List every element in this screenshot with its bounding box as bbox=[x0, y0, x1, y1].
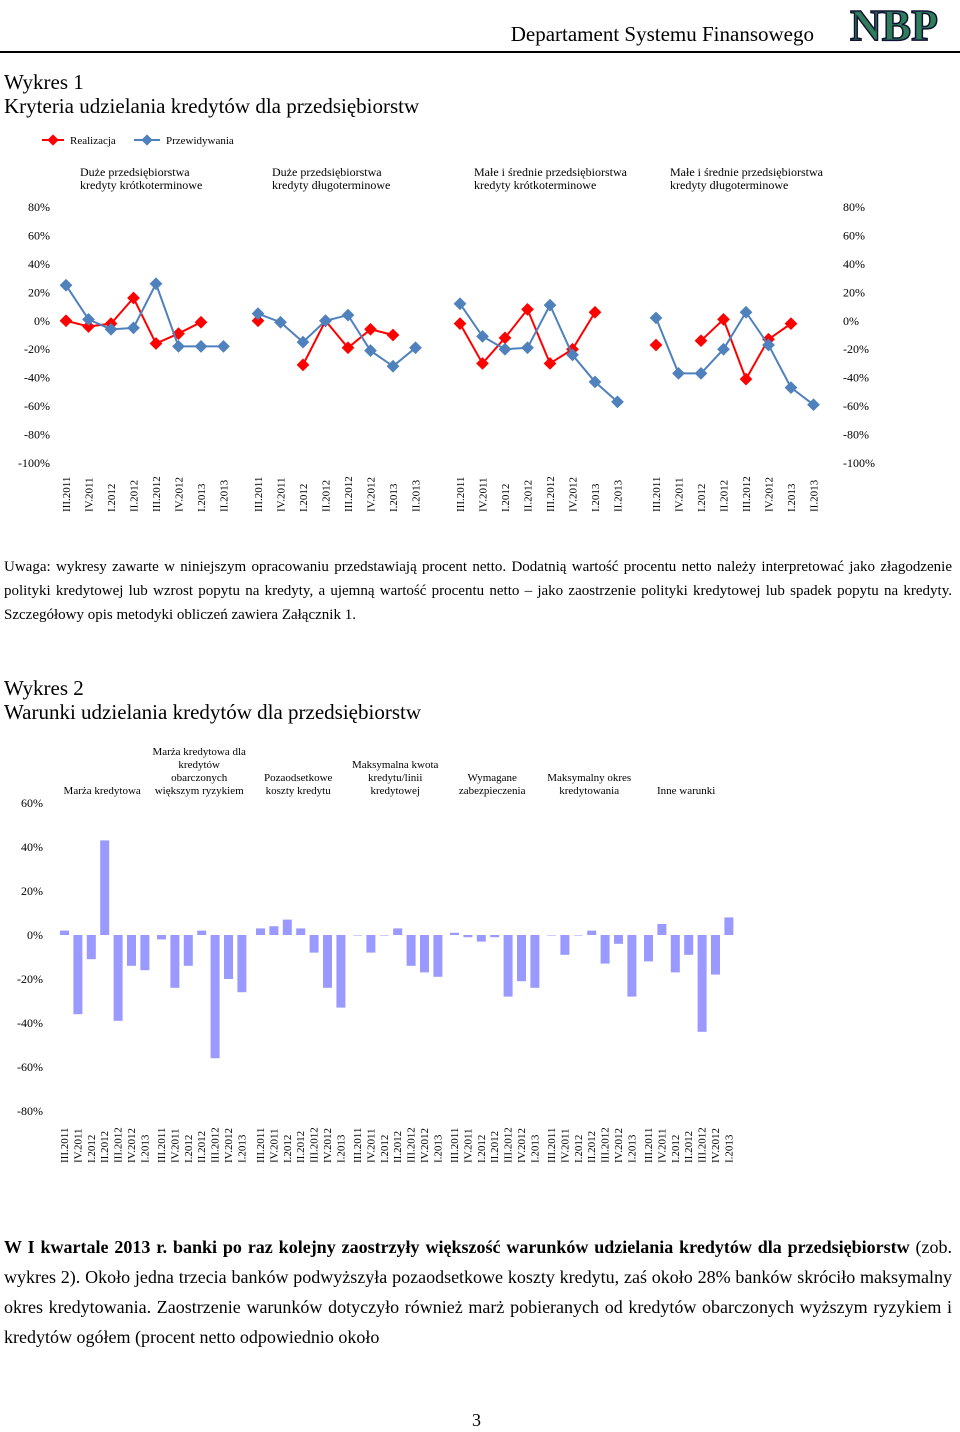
x-tick-label: III.2012 bbox=[209, 1127, 222, 1163]
point-przewidywania bbox=[672, 367, 685, 380]
y-tick-right: 80% bbox=[843, 200, 865, 214]
group-title: obarczonych bbox=[171, 772, 228, 784]
group-title: Wymagane bbox=[467, 772, 517, 784]
x-tick-label: I.2013 bbox=[590, 483, 602, 512]
bar bbox=[310, 935, 319, 953]
chart2-number: Wykres 2 bbox=[4, 676, 84, 700]
bar bbox=[477, 935, 486, 942]
panel-title: kredyty krótkoterminowe bbox=[474, 178, 597, 192]
legend-label-realizacja: Realizacja bbox=[70, 135, 116, 147]
x-tick-label: IV.2011 bbox=[275, 477, 288, 512]
bar bbox=[657, 924, 666, 935]
x-tick-label: IV.2011 bbox=[559, 1128, 572, 1163]
group-title: kredytu/linii bbox=[368, 772, 423, 784]
legend-marker-przewidywania bbox=[141, 134, 152, 145]
x-tick-label: II.2012 bbox=[295, 1130, 308, 1163]
chart2-group bbox=[546, 772, 638, 1163]
y-tick-right: -60% bbox=[843, 399, 869, 414]
bar bbox=[463, 935, 472, 937]
group-title: kredytów bbox=[178, 759, 220, 771]
point-przewidywania bbox=[499, 343, 512, 356]
bar bbox=[504, 935, 513, 997]
panel-title: kredyty krótkoterminowe bbox=[80, 178, 203, 192]
y-tick: -20% bbox=[17, 972, 43, 986]
y-tick-left: 0% bbox=[34, 313, 50, 328]
x-tick-label: III.2012 bbox=[405, 1127, 418, 1163]
x-tick-label: III.2012 bbox=[502, 1127, 515, 1163]
y-tick-right: -100% bbox=[843, 456, 875, 470]
x-tick-label: I.2013 bbox=[626, 1134, 639, 1163]
point-realizacja bbox=[150, 337, 163, 350]
x-tick-label: II.2012 bbox=[586, 1130, 599, 1163]
group-title: Inne warunki bbox=[657, 785, 716, 797]
x-tick-label: III.2012 bbox=[151, 476, 163, 512]
point-realizacja bbox=[740, 373, 753, 386]
x-tick-label: I.2013 bbox=[723, 1134, 736, 1163]
x-tick-label: I.2013 bbox=[196, 483, 208, 512]
y-tick: 0% bbox=[27, 928, 43, 942]
x-tick-label: II.2013 bbox=[808, 479, 821, 512]
x-tick-label: III.2011 bbox=[61, 476, 73, 512]
bar bbox=[671, 935, 680, 972]
y-tick-right: 0% bbox=[843, 313, 859, 328]
group-title: koszty kredytu bbox=[265, 785, 331, 797]
point-przewidywania bbox=[150, 277, 163, 290]
body-bold-lead: W I kwartale 2013 r. banki po raz kolejny zaostrzyły większość warunków udzielania kredytów dla przedsiębiorstw bbox=[4, 1237, 910, 1257]
chart1-panel bbox=[454, 165, 628, 512]
group-title: kredytowania bbox=[559, 785, 620, 797]
bar bbox=[627, 935, 636, 997]
bar bbox=[684, 935, 693, 955]
panel-title: Duże przedsiębiorstwa bbox=[80, 165, 190, 179]
point-realizacja bbox=[589, 306, 602, 319]
panel-title: Małe i średnie przedsiębiorstwa bbox=[670, 165, 823, 179]
x-tick-label: III.2012 bbox=[741, 476, 753, 512]
y-tick-right: -20% bbox=[843, 342, 869, 357]
x-tick-label: IV.2011 bbox=[673, 477, 686, 512]
bar bbox=[614, 935, 623, 944]
x-tick-label: I.2013 bbox=[236, 1134, 249, 1163]
x-tick-label: I.2012 bbox=[378, 1134, 391, 1163]
bar bbox=[323, 935, 332, 988]
chart2-group bbox=[352, 759, 444, 1163]
y-tick-right: 60% bbox=[843, 228, 865, 243]
group-title: Marża kredytowa dla bbox=[152, 746, 246, 758]
point-przewidywania bbox=[364, 344, 377, 357]
point-realizacja bbox=[785, 317, 798, 330]
x-tick-label: II.2012 bbox=[320, 479, 333, 512]
y-tick-left: -20% bbox=[24, 342, 50, 357]
bar bbox=[393, 928, 402, 935]
bar bbox=[100, 840, 109, 935]
panel-title: Małe i średnie przedsiębiorstwa bbox=[474, 165, 627, 179]
bar bbox=[420, 935, 429, 972]
x-tick-label: IV.2012 bbox=[173, 477, 186, 512]
bar bbox=[433, 935, 442, 977]
y-tick: 40% bbox=[21, 840, 43, 854]
x-tick-label: IV.2011 bbox=[656, 1128, 669, 1163]
x-tick-label: III.2012 bbox=[545, 476, 557, 512]
point-realizacja bbox=[195, 316, 208, 329]
body-rest: (zob. wykres 2). Około jedna trzecia banków podwyższyła pozaodsetkowe koszty kredytu, zaś około 28% banków skróciło maksymalny okres kredytowania. Zaostrzenie warunków dotyczyło również marż pobieranych od kredytów obarczonych wyższym ryzykiem i kredytów ogółem (procent netto odpowiednio około bbox=[4, 1237, 953, 1347]
x-tick-label: III.2011 bbox=[449, 1127, 461, 1163]
x-tick-label: IV.2011 bbox=[477, 477, 490, 512]
legend-marker-realizacja bbox=[47, 134, 58, 145]
x-tick-label: II.2012 bbox=[128, 479, 141, 512]
bar bbox=[644, 935, 653, 961]
y-tick-right: 20% bbox=[843, 285, 865, 300]
y-tick-left: 80% bbox=[28, 200, 50, 214]
point-realizacja bbox=[454, 317, 467, 330]
x-tick-label: I.2013 bbox=[388, 483, 400, 512]
group-title: Maksymalna kwota bbox=[351, 759, 439, 771]
bar bbox=[184, 935, 193, 966]
x-tick-label: IV.2012 bbox=[365, 477, 378, 512]
bar bbox=[283, 920, 292, 935]
bar bbox=[296, 928, 305, 935]
x-tick-label: III.2012 bbox=[599, 1127, 612, 1163]
x-tick-label: II.2012 bbox=[99, 1130, 112, 1163]
bar bbox=[601, 935, 610, 964]
group-title: zabezpieczenia bbox=[458, 785, 526, 797]
x-tick-label: IV.2012 bbox=[613, 1128, 625, 1163]
x-tick-label: I.2013 bbox=[139, 1134, 152, 1163]
x-tick-label: I.2012 bbox=[475, 1134, 488, 1163]
bar bbox=[587, 931, 596, 935]
x-tick-label: I.2012 bbox=[85, 1134, 98, 1163]
x-tick-label: III.2011 bbox=[455, 476, 467, 512]
x-tick-label: IV.2011 bbox=[365, 1128, 378, 1163]
point-przewidywania bbox=[82, 313, 95, 326]
x-tick-label: III.2012 bbox=[696, 1127, 709, 1163]
x-tick-label: IV.2012 bbox=[223, 1128, 235, 1163]
bar bbox=[224, 935, 233, 979]
x-tick-label: IV.2012 bbox=[126, 1128, 138, 1163]
chart2-title: Warunki udzielania kredytów dla przedsiębiorstw bbox=[4, 700, 422, 724]
x-tick-label: IV.2012 bbox=[763, 477, 776, 512]
y-tick: 60% bbox=[21, 796, 43, 810]
point-przewidywania bbox=[740, 306, 753, 319]
y-tick-left: 20% bbox=[28, 285, 50, 300]
x-tick-label: I.2012 bbox=[182, 1134, 195, 1163]
chart1-panel bbox=[60, 165, 231, 512]
bar bbox=[157, 935, 166, 939]
x-tick-label: I.2012 bbox=[500, 483, 512, 512]
nbp-logo bbox=[834, 0, 954, 50]
group-title: Marża kredytowa bbox=[63, 785, 141, 797]
bar bbox=[87, 935, 96, 959]
y-tick: -60% bbox=[17, 1060, 43, 1074]
x-tick-label: IV.2012 bbox=[567, 477, 580, 512]
chart1-heading bbox=[4, 70, 419, 118]
y-tick-right: 40% bbox=[843, 256, 865, 271]
chart1-panel bbox=[650, 165, 824, 512]
bar bbox=[450, 933, 459, 935]
y-tick-right: -80% bbox=[843, 427, 869, 442]
legend-label-przewidywania: Przewidywania bbox=[166, 135, 234, 147]
chart1-line-chart bbox=[0, 125, 960, 525]
bar bbox=[237, 935, 246, 992]
point-realizacja bbox=[650, 339, 663, 352]
header-divider bbox=[0, 51, 960, 53]
x-tick-label: IV.2011 bbox=[72, 1128, 85, 1163]
department-name: Departament Systemu Finansowego bbox=[510, 22, 814, 46]
point-realizacja bbox=[544, 357, 557, 370]
bar bbox=[256, 928, 265, 935]
x-tick-label: III.2012 bbox=[343, 476, 355, 512]
panel-title: kredyty długoterminowe bbox=[272, 178, 391, 192]
x-tick-label: II.2012 bbox=[522, 479, 535, 512]
methodology-note: Uwaga: wykresy zawarte w niniejszym opracowaniu przedstawiają procent netto. Dodatnią wartość procentu netto należy interpretować jako złagodzenie polityki kredytowej lub wzrost popytu na kredyty, a ujemną wartość procentu netto – jako zaostrzenie polityki kredytowej lub spadek popytu na kredyty. Szczegółowy opis metodyki obliczeń zawiera Załącznik 1. bbox=[4, 559, 952, 623]
chart2-group bbox=[152, 746, 248, 1163]
chart2-group bbox=[255, 772, 347, 1163]
bar bbox=[517, 935, 526, 981]
x-tick-label: IV.2012 bbox=[419, 1128, 431, 1163]
bar bbox=[114, 935, 123, 1021]
x-tick-label: II.2012 bbox=[718, 479, 731, 512]
x-tick-label: II.2013 bbox=[612, 479, 625, 512]
point-przewidywania bbox=[650, 312, 663, 325]
point-przewidywania bbox=[60, 279, 73, 292]
x-tick-label: I.2012 bbox=[696, 483, 708, 512]
x-tick-label: I.2013 bbox=[786, 483, 798, 512]
x-tick-label: III.2011 bbox=[651, 476, 663, 512]
point-realizacja bbox=[387, 329, 400, 342]
point-przewidywania bbox=[172, 340, 185, 353]
bar bbox=[60, 931, 69, 935]
x-tick-label: III.2011 bbox=[253, 476, 265, 512]
point-przewidywania bbox=[454, 297, 467, 310]
x-tick-label: IV.2011 bbox=[268, 1128, 281, 1163]
x-tick-label: IV.2012 bbox=[322, 1128, 334, 1163]
x-tick-label: II.2013 bbox=[218, 479, 231, 512]
x-tick-label: IV.2012 bbox=[516, 1128, 528, 1163]
chart2-group bbox=[643, 785, 735, 1163]
point-przewidywania bbox=[476, 330, 489, 343]
y-tick-left: -100% bbox=[18, 456, 50, 470]
x-tick-label: I.2012 bbox=[669, 1134, 682, 1163]
x-tick-label: III.2011 bbox=[643, 1127, 655, 1163]
panel-title: kredyty długoterminowe bbox=[670, 178, 789, 192]
bar bbox=[560, 935, 569, 955]
x-tick-label: I.2012 bbox=[572, 1134, 585, 1163]
chart1-legend bbox=[42, 134, 234, 147]
point-realizacja bbox=[297, 359, 310, 372]
point-przewidywania bbox=[195, 340, 208, 353]
x-tick-label: I.2013 bbox=[335, 1134, 348, 1163]
series-line-realizacja bbox=[701, 319, 791, 379]
bar bbox=[366, 935, 375, 953]
y-tick-right: -40% bbox=[843, 370, 869, 385]
y-tick: 20% bbox=[21, 884, 43, 898]
bar bbox=[724, 917, 733, 935]
bar bbox=[197, 931, 206, 935]
point-realizacja bbox=[60, 314, 73, 327]
x-tick-label: IV.2011 bbox=[83, 477, 96, 512]
x-tick-label: II.2012 bbox=[489, 1130, 502, 1163]
chart2-bar-chart bbox=[0, 735, 960, 1175]
x-tick-label: III.2011 bbox=[255, 1127, 267, 1163]
bar bbox=[530, 935, 539, 988]
bar bbox=[211, 935, 220, 1058]
point-przewidywania bbox=[217, 340, 230, 353]
point-przewidywania bbox=[544, 299, 557, 312]
bar bbox=[140, 935, 149, 970]
x-tick-label: IV.2011 bbox=[169, 1128, 182, 1163]
x-tick-label: III.2011 bbox=[59, 1127, 71, 1163]
bar bbox=[698, 935, 707, 1032]
y-tick-left: -60% bbox=[24, 399, 50, 414]
x-tick-label: I.2013 bbox=[432, 1134, 445, 1163]
y-tick-left: 40% bbox=[28, 256, 50, 271]
point-przewidywania bbox=[252, 307, 265, 320]
bar bbox=[73, 935, 82, 1014]
bar bbox=[336, 935, 345, 1008]
chart2-group bbox=[59, 785, 151, 1163]
chart1-number: Wykres 1 bbox=[4, 70, 84, 94]
x-tick-label: II.2012 bbox=[683, 1130, 696, 1163]
x-tick-label: III.2012 bbox=[112, 1127, 125, 1163]
x-tick-label: I.2013 bbox=[529, 1134, 542, 1163]
y-tick: -40% bbox=[17, 1016, 43, 1030]
x-tick-label: IV.2012 bbox=[710, 1128, 722, 1163]
bar bbox=[269, 926, 278, 935]
x-tick-label: II.2012 bbox=[392, 1130, 405, 1163]
bar bbox=[127, 935, 136, 966]
x-tick-label: III.2011 bbox=[546, 1127, 558, 1163]
y-tick: -80% bbox=[17, 1104, 43, 1118]
y-tick-left: -80% bbox=[24, 427, 50, 442]
y-tick-left: 60% bbox=[28, 228, 50, 243]
x-tick-label: III.2011 bbox=[352, 1127, 364, 1163]
page-number: 3 bbox=[472, 1410, 481, 1430]
bar bbox=[407, 935, 416, 966]
point-przewidywania bbox=[342, 309, 355, 322]
chart1-title: Kryteria udzielania kredytów dla przedsiębiorstw bbox=[4, 94, 420, 118]
panel-title: Duże przedsiębiorstwa bbox=[272, 165, 382, 179]
chart1-panel bbox=[252, 165, 423, 512]
logo-text: NBP bbox=[850, 1, 938, 50]
chart2-group bbox=[449, 772, 541, 1163]
chart2-heading bbox=[4, 676, 421, 724]
body-paragraph bbox=[4, 1232, 952, 1352]
bar bbox=[353, 935, 362, 936]
bar bbox=[547, 935, 556, 936]
point-przewidywania bbox=[521, 341, 534, 354]
x-tick-label: IV.2011 bbox=[462, 1128, 475, 1163]
y-tick-left: -40% bbox=[24, 370, 50, 385]
x-tick-label: III.2011 bbox=[156, 1127, 168, 1163]
group-title: Maksymalny okres bbox=[547, 772, 632, 784]
bar bbox=[170, 935, 179, 988]
bar bbox=[574, 935, 583, 936]
bar bbox=[711, 935, 720, 975]
x-tick-label: I.2012 bbox=[106, 483, 118, 512]
point-przewidywania bbox=[127, 322, 140, 335]
x-tick-label: III.2012 bbox=[308, 1127, 321, 1163]
group-title: kredytowej bbox=[370, 785, 420, 797]
x-tick-label: II.2012 bbox=[196, 1130, 209, 1163]
x-tick-label: I.2012 bbox=[281, 1134, 294, 1163]
bar bbox=[490, 935, 499, 937]
x-tick-label: II.2013 bbox=[410, 479, 423, 512]
group-title: Pozaodsetkowe bbox=[263, 772, 333, 784]
group-title: większym ryzykiem bbox=[154, 785, 244, 797]
bar bbox=[380, 935, 389, 936]
x-tick-label: I.2012 bbox=[298, 483, 310, 512]
